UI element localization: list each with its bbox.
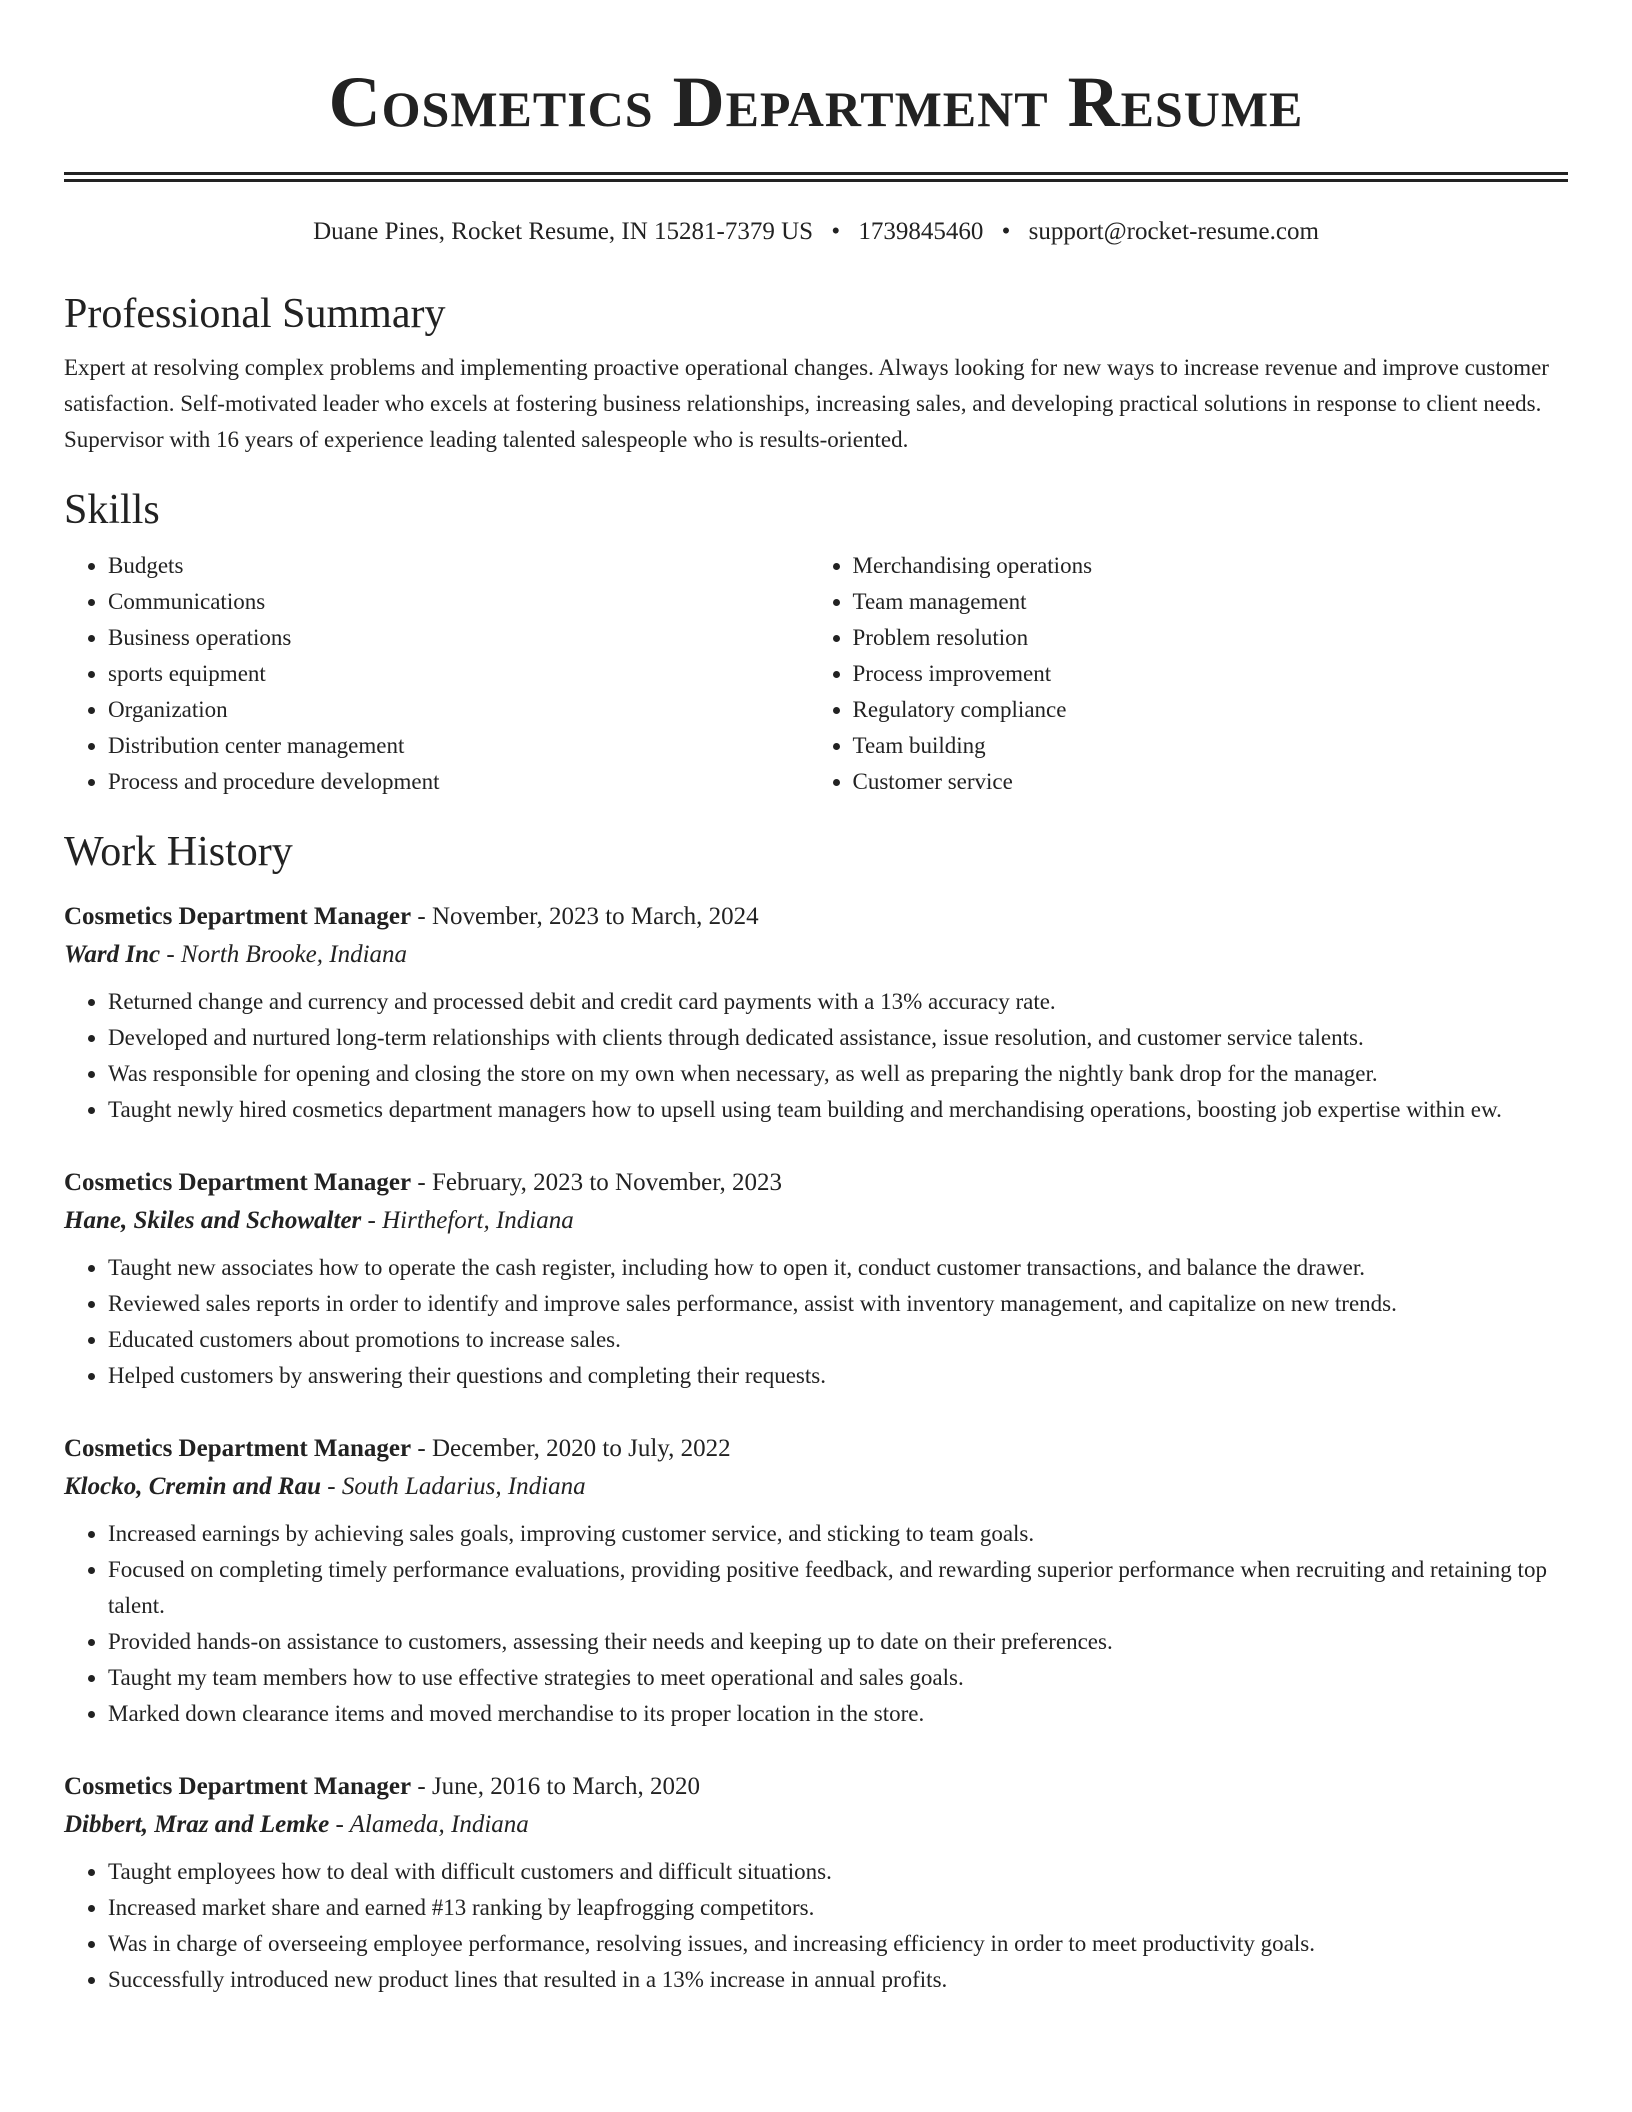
summary-text: Expert at resolving complex problems and implementing proactive operational changes. Always looking for new ways to increase revenue and improve customer satisfaction. Self-motivated leader who excels at fostering business relationships, increasing sales, and developing practical solutions in response to client needs. Supervisor with 16 years of experience leading talented salespeople who is results-oriented. (64, 355, 1549, 452)
job-role: Cosmetics Department Manager (64, 903, 412, 930)
job-company: Hane, Skiles and Schowalter (64, 1207, 362, 1234)
title-double-rule (64, 172, 1568, 182)
job-role: Cosmetics Department Manager (64, 1169, 412, 1196)
skill-item: • Distribution center management (108, 728, 809, 764)
job-bullet: • Taught employees how to deal with difficult customers and difficult situations. (108, 1854, 1568, 1890)
job-bullet: • Developed and nurtured long-term relationships with clients through dedicated assistance, issue resolution, and customer service talents. (108, 1020, 1568, 1056)
job-bullet: • Returned change and currency and processed debit and credit card payments with a 13% accuracy rate. (108, 984, 1568, 1020)
job-location: - Alameda, Indiana (329, 1811, 529, 1838)
skills-columns (64, 548, 1568, 800)
job-bullet: • Successfully introduced new product lines that resulted in a 13% increase in annual profits. (108, 1962, 1568, 1998)
job-bullets (64, 1854, 1568, 1998)
job-title-line (64, 1430, 1568, 1468)
job-entry (64, 1768, 1568, 1998)
job-title-line (64, 1164, 1568, 1202)
job-company-line (64, 1468, 1568, 1506)
contact-address: Duane Pines, Rocket Resume, IN 15281-7379 US (313, 218, 814, 245)
job-company: Dibbert, Mraz and Lemke (64, 1811, 330, 1838)
job-title-line (64, 898, 1568, 936)
contact-phone: 1739845460 (858, 218, 984, 245)
job-bullet: • Focused on completing timely performance evaluations, providing positive feedback, and rewarding superior performance when recruiting and retaining top talent. (108, 1552, 1568, 1624)
job-role: Cosmetics Department Manager (64, 1773, 412, 1800)
job-dates: - November, 2023 to March, 2024 (411, 903, 759, 930)
job-location: - South Ladarius, Indiana (321, 1473, 586, 1500)
job-company-line (64, 1202, 1568, 1240)
skill-item: • Problem resolution (853, 620, 1569, 656)
job-entry (64, 1430, 1568, 1732)
job-bullet: • Educated customers about promotions to increase sales. (108, 1322, 1568, 1358)
skill-item: • Process and procedure development (108, 764, 809, 800)
job-role: Cosmetics Department Manager (64, 1435, 412, 1462)
job-bullets (64, 984, 1568, 1128)
work-history-section (64, 826, 1568, 1998)
job-bullet: • Helped customers by answering their questions and completing their requests. (108, 1358, 1568, 1394)
skills-list-left (64, 548, 809, 800)
job-entry (64, 1164, 1568, 1394)
job-bullet: • Reviewed sales reports in order to identify and improve sales performance, assist with inventory management, and capitalize on new trends. (108, 1286, 1568, 1322)
skill-item: • sports equipment (108, 656, 809, 692)
skill-item: • Merchandising operations (853, 548, 1569, 584)
work-history-heading: Work History (64, 829, 293, 875)
contact-email: support@rocket-resume.com (1028, 218, 1319, 245)
job-dates: - December, 2020 to July, 2022 (411, 1435, 731, 1462)
contact-separator: • (831, 218, 841, 245)
job-company: Klocko, Cremin and Rau (64, 1473, 321, 1500)
skills-list-right (809, 548, 1569, 800)
skill-item: • Process improvement (853, 656, 1569, 692)
resume-title: Cosmetics Department Resume (328, 62, 1304, 142)
job-location: - North Brooke, Indiana (160, 941, 408, 968)
skill-item: • Organization (108, 692, 809, 728)
job-dates: - February, 2023 to November, 2023 (411, 1169, 783, 1196)
job-bullet: • Marked down clearance items and moved merchandise to its proper location in the store. (108, 1696, 1568, 1732)
skill-item: • Team building (853, 728, 1569, 764)
job-bullet: • Taught newly hired cosmetics department managers how to upsell using team building and merchandising operations, boosting job expertise within ew. (108, 1092, 1568, 1128)
job-bullet: • Was in charge of overseeing employee performance, resolving issues, and increasing efficiency in order to meet productivity goals. (108, 1926, 1568, 1962)
job-location: - Hirthefort, Indiana (361, 1207, 574, 1234)
job-company-line (64, 1806, 1568, 1844)
job-bullets (64, 1250, 1568, 1394)
contact-separator: • (1001, 218, 1011, 245)
job-bullet: • Increased market share and earned #13 ranking by leapfrogging competitors. (108, 1890, 1568, 1926)
job-bullet: • Taught my team members how to use effective strategies to meet operational and sales goals. (108, 1660, 1568, 1696)
skill-item: • Business operations (108, 620, 809, 656)
skill-item: • Budgets (108, 548, 809, 584)
job-bullet: • Taught new associates how to operate the cash register, including how to open it, conduct customer transactions, and balance the drawer. (108, 1250, 1568, 1286)
job-dates: - June, 2016 to March, 2020 (411, 1773, 700, 1800)
summary-heading: Professional Summary (64, 291, 446, 337)
job-bullet: • Was responsible for opening and closing the store on my own when necessary, as well as preparing the nightly bank drop for the manager. (108, 1056, 1568, 1092)
skill-item: • Regulatory compliance (853, 692, 1569, 728)
skill-item: • Team management (853, 584, 1569, 620)
job-bullet: • Provided hands-on assistance to customers, assessing their needs and keeping up to date on their preferences. (108, 1624, 1568, 1660)
skill-item: • Communications (108, 584, 809, 620)
job-entry (64, 898, 1568, 1128)
skills-heading: Skills (64, 487, 160, 533)
job-bullets (64, 1516, 1568, 1732)
job-title-line (64, 1768, 1568, 1806)
contact-line (64, 216, 1568, 248)
job-bullet: • Increased earnings by achieving sales goals, improving customer service, and sticking to team goals. (108, 1516, 1568, 1552)
summary-section (64, 288, 1568, 458)
job-company: Ward Inc (64, 941, 161, 968)
skill-item: • Customer service (853, 764, 1569, 800)
skills-section (64, 484, 1568, 800)
job-company-line (64, 936, 1568, 974)
